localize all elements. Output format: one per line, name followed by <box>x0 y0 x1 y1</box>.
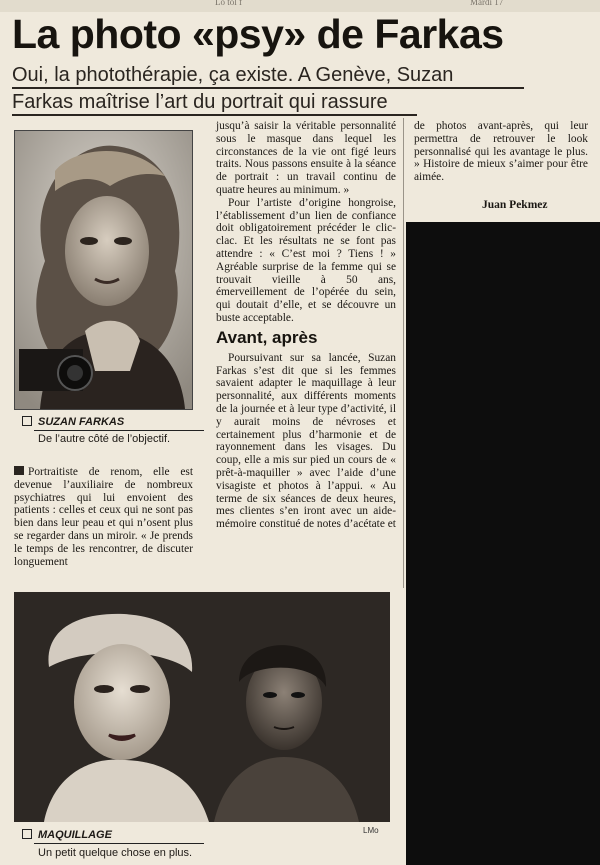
column-divider <box>403 118 404 588</box>
deck-line-1: Oui, la photothérapie, ça existe. A Genève, Suzan <box>12 64 454 86</box>
article-col1-text: Portraitiste de renom, elle est devenue l’auxiliaire de nombreux psychiatres qui lui envoient des patients : celles et ceux qui ne sont pas bien dans leur peau et qui n’osent plus se regarder dans un miroir. « Je prends le temps de les rencontrer, de discuter longuement <box>14 466 193 568</box>
photo1-caption-name <box>22 416 124 428</box>
headline: La photo «psy» de Farkas <box>12 11 504 57</box>
caption-name: SUZAN FARKAS <box>38 416 125 428</box>
lead-square-icon <box>14 466 24 475</box>
portrait-photo <box>14 130 193 410</box>
article-paragraph: Poursuivant sur sa lancée, Suzan Farkas s’est dit que si les femmes savaient adapter le maquillage à leur personnalité, aux différents moments de la journée et à leur type d’activité, il y aurait moins de névroses et certainement plus d’harmonie et de rayonnement dans les visages. Du coup, elle a mis sur pied un cours de « prêt-à-maquiller » avec l’aide d’une visagiste et photos à l’appui. « Au terme de six séances de deux heures, mes clientes s’en iront avec un aide-mémoire constitué de notes d’acétate et <box>216 351 396 531</box>
photo1-caption-text: De l’autre côté de l’objectif. <box>38 433 171 445</box>
article-paragraph: Pour l’artiste d’origine hongroise, l’établissement d’un lien de confiance doit obligatoirement précéder le clic-clac. Et les résultats ne se font pas attendre : « C’est moi ? Tiens ! » Agréable surprise de la femme qui se trouvait vieille à 50 ans, émerveillement de l’opérée du sein, qui doutait d’elle, et se découvre un buste acceptable. <box>216 196 396 324</box>
article-column-3 <box>414 120 588 184</box>
article-column-2 <box>216 120 396 531</box>
photo2-caption-text: Un petit quelque chose en plus. <box>38 847 193 859</box>
article-subhead: Avant, après <box>216 327 318 347</box>
caption-name: MAQUILLAGE <box>38 829 112 841</box>
deck-rule <box>12 87 524 89</box>
deck-line-2: Farkas maîtrise l’art du portrait qui rassure <box>12 91 388 113</box>
byline: Juan Pekmez <box>482 199 548 211</box>
checkbox-square-icon <box>22 829 32 839</box>
makeup-illustration <box>14 592 390 822</box>
dark-page-area <box>406 222 600 865</box>
photo-credit: LMo <box>363 826 379 835</box>
top-strip-fragment: Mardi 17 <box>470 0 504 7</box>
article-paragraph: de photos avant-après, qui leur permettra de retrouver le look personnalisé qui les avantage le plus. » Histoire de mieux s’aimer pour être aimée. <box>414 120 588 184</box>
caption-underline <box>34 843 204 844</box>
photo2-caption-name <box>22 829 112 841</box>
article-column-1 <box>14 466 193 568</box>
checkbox-square-icon <box>22 416 32 426</box>
makeup-photo <box>14 592 390 822</box>
top-strip-fragment: Lo tol f <box>215 0 242 7</box>
portrait-illustration <box>15 131 192 409</box>
article-paragraph: jusqu’à saisir la véritable personnalité sous le masque dans lequel les circonstances de la vie ont figé leurs traits. Nous passons ensuite à la séance de portrait : un travail continu de quatre heures au minimum. » <box>216 120 396 196</box>
deck-rule <box>12 114 417 116</box>
caption-underline <box>34 430 204 431</box>
